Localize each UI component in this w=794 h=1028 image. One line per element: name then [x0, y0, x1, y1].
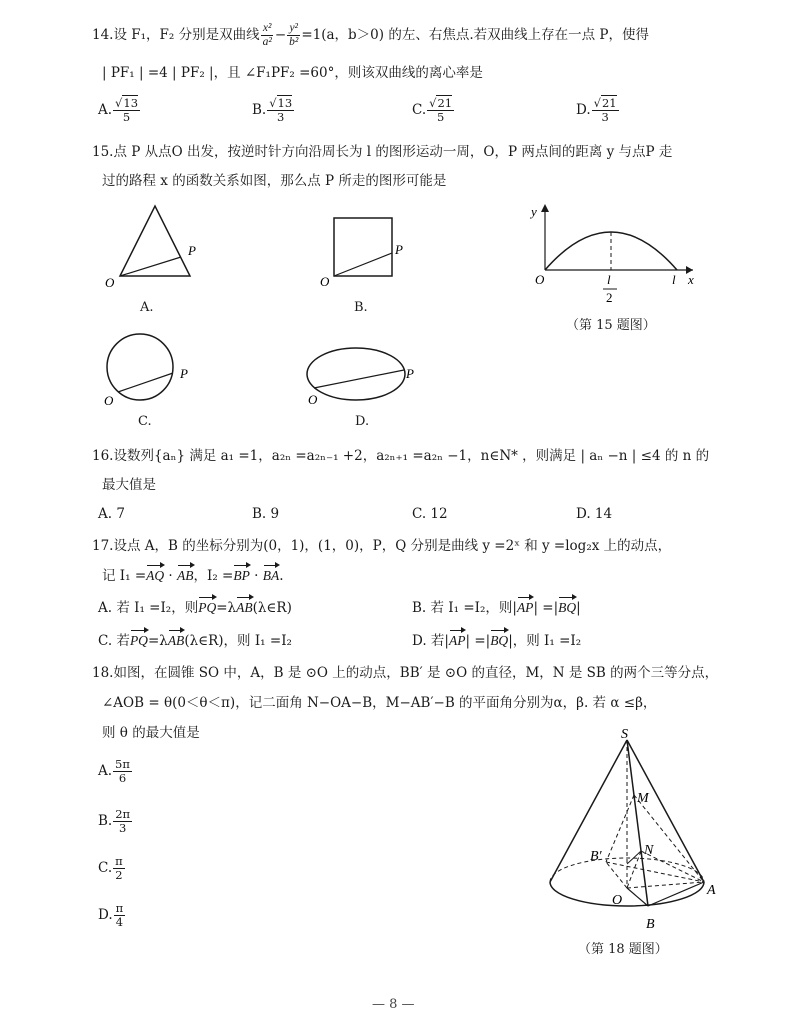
- q15-graph-caption: （第 15 题图）: [566, 318, 656, 333]
- svg-text:O: O: [320, 274, 330, 289]
- vector-bp: BP: [233, 568, 250, 583]
- svg-text:P: P: [180, 366, 188, 381]
- svg-text:l: l: [672, 272, 676, 287]
- q14-fraction-y: $\frac{\text{y²}}{\text{b²}}$: [289, 22, 299, 48]
- q16-option-c: C. 12: [412, 506, 448, 522]
- q17-option-b: B. 若 I₁ =I₂，则|AP| =|BQ|: [412, 600, 581, 616]
- q15-option-c-label: C.: [138, 414, 152, 429]
- svg-text:P: P: [188, 243, 196, 258]
- svg-text:M: M: [637, 791, 649, 806]
- q16-option-a: A. 7: [98, 506, 125, 522]
- q18-cone-figure: [540, 728, 730, 938]
- q17-stem-line1: 17.设点 A，B 的坐标分别为(0，1)，(1，0)，P，Q 分别是曲线 y =2ˣ 和 y =log₂x 上的动点，: [92, 538, 672, 554]
- q15-figure-a-triangle: [100, 200, 210, 295]
- q16-option-d: D. 14: [576, 506, 613, 522]
- q16-stem-line2: 最大值是: [102, 477, 156, 493]
- svg-text:O: O: [104, 393, 114, 408]
- q18-option-d: D. $\frac{\pi}{4}$: [98, 901, 124, 929]
- svg-text:S: S: [621, 727, 628, 742]
- q15-function-graph: [525, 200, 705, 315]
- q18-stem-line3: 则 θ 的最大值是: [102, 725, 200, 741]
- q15-figure-c-circle: [98, 330, 208, 415]
- q17-option-d: D. 若|AP| =|BQ|，则 I₁ =I₂: [412, 633, 582, 649]
- page-number: — 8 —: [372, 997, 415, 1012]
- q18-option-c: C. $\frac{\pi}{2}$: [98, 854, 123, 882]
- q14-option-b: B. $\frac{√13}{3}$: [252, 96, 293, 124]
- svg-text:O: O: [612, 893, 623, 908]
- q15-option-a-label: A.: [140, 300, 154, 315]
- q18-stem-line1: 18.如图，在圆锥 SO 中，A，B 是 ⊙O 上的动点，BB′ 是 ⊙O 的直径，M，N 是 SB 的两个三等分点，: [92, 665, 719, 681]
- q14-option-c: C. $\frac{√21}{5}$: [412, 96, 453, 124]
- q15-figure-b-square: [315, 210, 415, 295]
- svg-text:O: O: [308, 392, 318, 407]
- q16-option-b: B. 9: [252, 506, 280, 522]
- q14-option-d: D. $\frac{√21}{3}$: [576, 96, 617, 124]
- q17-option-a: A. 若 I₁ =I₂，则PQ=λAB(λ∈R): [98, 600, 292, 616]
- q17-option-c: C. 若PQ=λAB(λ∈R)，则 I₁ =I₂: [98, 633, 292, 649]
- q15-stem-line2: 过的路程 x 的函数关系如图，那么点 P 所走的图形可能是: [102, 173, 447, 189]
- q14-stem-line1: 14.设 F₁，F₂ 分别是双曲线 $\frac{\text{x²}}{\text{a²}}$ − $\frac{\text{y²}}{\text{b²}}$ =1(a，b＞0) 的左、右焦点.若双曲线上存在一点 P，使得: [92, 22, 649, 48]
- q15-option-b-label: B.: [354, 300, 368, 315]
- svg-text:2: 2: [606, 290, 613, 305]
- q14-fraction-x: $\frac{\text{x²}}{\text{a²}}$: [262, 22, 272, 48]
- vector-ba: BA: [262, 568, 280, 583]
- q18-option-a: A. $\frac{5\pi}{6}$: [98, 757, 130, 785]
- vector-ab: AB: [177, 568, 194, 583]
- q15-figure-d-ellipse: [300, 340, 430, 415]
- svg-text:l: l: [607, 272, 611, 287]
- svg-text:N: N: [644, 843, 654, 858]
- q15-stem-line1: 15.点 P 从点O 出发，按逆时针方向沿周长为 l 的图形运动一周，O，P 两点间的距离 y 与点P 走: [92, 144, 673, 160]
- svg-text:x: x: [688, 272, 694, 287]
- q18-option-b: B. $\frac{2\pi}{3}$: [98, 807, 131, 835]
- svg-text:O: O: [105, 275, 115, 290]
- q18-figure-caption: （第 18 题图）: [578, 942, 668, 957]
- q14-option-a: A. $\frac{√13}{5}$: [98, 96, 139, 124]
- svg-text:B′: B′: [590, 849, 602, 864]
- svg-text:y: y: [531, 204, 537, 219]
- svg-text:O: O: [535, 272, 545, 287]
- q15-option-d-label: D.: [355, 414, 370, 429]
- q16-stem-line1: 16.设数列{aₙ} 满足 a₁ =1，a₂ₙ =a₂ₙ₋₁ +2，a₂ₙ₊₁ =a₂ₙ −1，n∈N* ，则满足 | aₙ −n | ≤4 的 n 的: [92, 448, 710, 464]
- q17-stem-line2: 记 I₁ =AQ · AB，I₂ =BP · BA.: [102, 568, 284, 584]
- q18-stem-line2: ∠AOB = θ(0＜θ＜π)，记二面角 N−OA−B，M−AB′−B 的平面角分别为α，β. 若 α ≤β，: [102, 695, 657, 711]
- q14-stem-line2: | PF₁ | =4 | PF₂ |，且 ∠F₁PF₂ =60°，则该双曲线的离心率是: [102, 65, 483, 81]
- svg-text:A: A: [707, 883, 716, 898]
- vector-aq: AQ: [146, 568, 165, 583]
- svg-text:P: P: [406, 366, 414, 381]
- svg-text:B: B: [646, 917, 655, 932]
- svg-text:P: P: [395, 242, 403, 257]
